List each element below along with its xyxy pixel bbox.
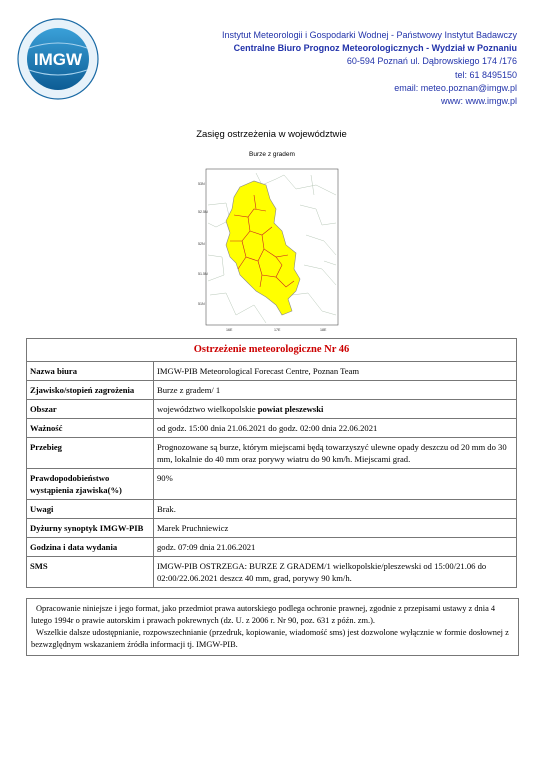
lat-tick: 51N [198,302,205,306]
row-value: IMGW-PIB OSTRZEGA: BURZE Z GRADEM/1 wielkopolskie/pleszewski od 15:00/21.06 do 02:00/22.06.2021 deszcz 40 mm, grad, porywy 90 km/h. [154,557,517,588]
logo-text: IMGW [33,50,83,69]
institute-header [177,29,517,108]
map-caption: Zasięg ostrzeżenia w województwie [196,129,347,140]
row-label: Dyżurny synoptyk IMGW-PIB [27,519,154,538]
row-value: Brak. [154,500,517,519]
table-row [27,438,517,469]
table-row [27,381,517,400]
copyright-paragraph: Opracowanie niniejsze i jego format, jako przedmiot prawa autorskiego podlega ochronie prawnej, zgodnie z przepisami ustawy z dnia 4 lutego 1994r o prawie autorskim i prawach pokrewnych (dz. U. z 2006 r. Nr 90, poz. 631 z późn. zm.). [31,604,496,625]
table-row [27,538,517,557]
lat-tick: 53N [198,182,205,186]
lon-tick: 16E [226,328,233,332]
row-value: Prognozowane są burze, którym miejscami będą towarzyszyć ulewne opady deszczu od 20 mm do 30 mm, lokalnie do 40 mm oraz porywy wiatru do 90 km/h. Miejscami grad. [154,438,517,469]
row-label: Ważność [27,419,154,438]
area-county: powiat pleszewski [257,404,324,414]
lat-tick: 51.5N [198,272,208,276]
copyright-note [26,598,519,656]
table-row [27,400,517,419]
area-region: województwo wielkopolskie [157,404,256,414]
table-row [27,362,517,381]
warning-table [26,338,517,588]
map-graphic [196,165,348,337]
warning-map [196,151,348,335]
row-label: Przebieg [27,438,154,469]
row-label: Prawdopodobieństwo wystąpienia zjawiska(%) [27,469,154,500]
table-row [27,519,517,538]
row-label: Godzina i data wydania [27,538,154,557]
phone: tel: 61 8495150 [454,69,517,80]
row-label: Obszar [27,400,154,419]
office-name: Centralne Biuro Prognoz Meteorologicznych - Wydział w Poznaniu [233,43,517,54]
row-value: godz. 07:09 dnia 21.06.2021 [154,538,517,557]
address: 60-594 Poznań ul. Dąbrowskiego 174 /176 [346,56,517,67]
table-row [27,469,517,500]
row-value [154,400,517,419]
lon-tick: 18E [320,328,327,332]
map-title: Burze z gradem [249,151,295,158]
row-value: od godz. 15:00 dnia 21.06.2021 do godz. 02:00 dnia 22.06.2021 [154,419,517,438]
row-value: 90% [154,469,517,500]
lat-tick: 52.5N [198,210,208,214]
row-value: Marek Pruchniewicz [154,519,517,538]
row-label: SMS [27,557,154,588]
lon-tick: 17E [274,328,281,332]
table-row [27,557,517,588]
row-value: IMGW-PIB Meteorological Forecast Centre, Poznan Team [154,362,517,381]
distribution-paragraph: Wszelkie dalsze udostępnianie, rozpowszechnianie (przedruk, kopiowanie, wiadomość sms) jest dozwolone wyłącznie w formie dosłownej z bezwzględnym wskazaniem źródła informacji tj. IMGW-PIB. [31,628,509,649]
imgw-logo [17,18,99,100]
lat-tick: 52N [198,242,205,246]
table-row [27,419,517,438]
email[interactable]: email: meteo.poznan@imgw.pl [394,82,517,93]
website[interactable]: www: www.imgw.pl [440,96,517,107]
table-row [27,500,517,519]
warning-title: Ostrzeżenie meteorologiczne Nr 46 [27,339,517,362]
row-value: Burze z gradem/ 1 [154,381,517,400]
row-label: Zjawisko/stopień zagrożenia [27,381,154,400]
row-label: Nazwa biura [27,362,154,381]
row-label: Uwagi [27,500,154,519]
institute-name: Instytut Meteorologii i Gospodarki Wodnej - Państwowy Instytut Badawczy [222,30,517,40]
